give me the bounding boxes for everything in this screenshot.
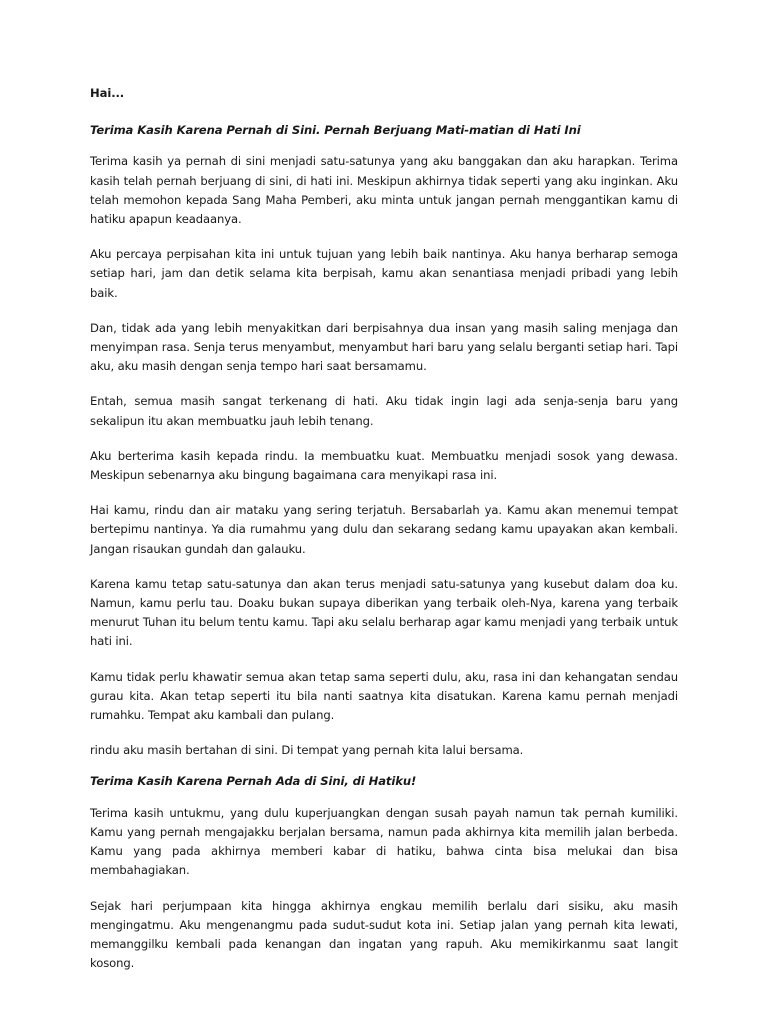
paragraph: rindu aku masih bertahan di sini. Di tempat yang pernah kita lalui bersama.: [90, 743, 524, 758]
paragraph: Terima kasih ya pernah di sini menjadi satu-satunya yang aku banggakan dan aku harapkan. Terima kasih telah pernah berjuang di sini, di hati ini. Meskipun akhirnya tidak seperti yang aku inginkan. Aku telah memohon kepada Sang Maha Pemberi, aku minta untuk jangan pernah menggantikan kamu di hatiku apapun keadaanya.: [90, 154, 678, 227]
section-heading-1: Terima Kasih Karena Pernah di Sini. Pernah Berjuang Mati-matian di Hati Ini: [90, 123, 581, 138]
section-heading-2: Terima Kasih Karena Pernah Ada di Sini, di Hatiku!: [90, 774, 417, 789]
greeting: Hai...: [90, 86, 125, 100]
paragraph: Sejak hari perjumpaan kita hingga akhirnya engkau memilih berlalu dari sisiku, aku masih mengingatmu. Aku mengenangmu pada sudut-sudut kota ini. Setiap jalan yang pernah kita lewati, memanggilku kembali pada kenangan dan ingatan yang rapuh. Aku memikirkanmu saat langit kosong.: [90, 898, 678, 971]
paragraph: Terima kasih untukmu, yang dulu kuperjuangkan dengan susah payah namun tak pernah kumiliki. Kamu yang pernah mengajakku berjalan bersama, namun pada akhirnya kita memilih jalan berbeda. Kamu yang pada akhirnya memberi kabar di hatiku, bahwa cinta bisa melukai dan bisa membahagiakan.: [90, 805, 678, 878]
paragraph: Aku percaya perpisahan kita ini untuk tujuan yang lebih baik nantinya. Aku hanya berharap semoga setiap hari, jam dan detik selama kita berpisah, kamu akan senantiasa menjadi pribadi yang lebih baik.: [90, 247, 678, 300]
document-page: [90, 84, 678, 989]
paragraph: Entah, semua masih sangat terkenang di hati. Aku tidak ingin lagi ada senja-senja baru yang sekalipun itu akan membuatku jauh lebih tenang.: [90, 394, 678, 428]
paragraph: Aku berterima kasih kepada rindu. Ia membuatku kuat. Membuatku menjadi sosok yang dewasa. Meskipun sebenarnya aku bingung bagaimana cara menyikapi rasa ini.: [90, 448, 678, 483]
paragraph: Kamu tidak perlu khawatir semua akan tetap sama seperti dulu, aku, rasa ini dan kehangatan sendau gurau kita. Akan tetap seperti itu bila nanti saatnya kita disatukan. Karena kamu pernah menjadi rumahku. Tempat aku kambali dan pulang.: [90, 669, 678, 723]
paragraph: Dan, tidak ada yang lebih menyakitkan dari berpisahnya dua insan yang masih saling menjaga dan menyimpan rasa. Senja terus menyambut, menyambut hari baru yang selalu berganti setiap hari. Tapi aku, aku masih dengan senja tempo hari saat bersamamu.: [90, 320, 678, 374]
paragraph: Hai kamu, rindu dan air mataku yang sering terjatuh. Bersabarlah ya. Kamu akan menemui tempat bertepimu nantinya. Ya dia rumahmu yang dulu dan sekarang sedang kamu upayakan akan kembali. Jangan risaukan gundah dan galauku.: [90, 503, 678, 556]
paragraph: Karena kamu tetap satu-satunya dan akan terus menjadi satu-satunya yang kusebut dalam doa ku. Namun, kamu perlu tau. Doaku bukan supaya diberikan yang terbaik oleh-Nya, karena yang terbaik menurut Tuhan itu belum tentu kamu. Tapi aku selalu berharap agar kamu menjadi yang terbaik untuk hati ini.: [90, 576, 678, 649]
